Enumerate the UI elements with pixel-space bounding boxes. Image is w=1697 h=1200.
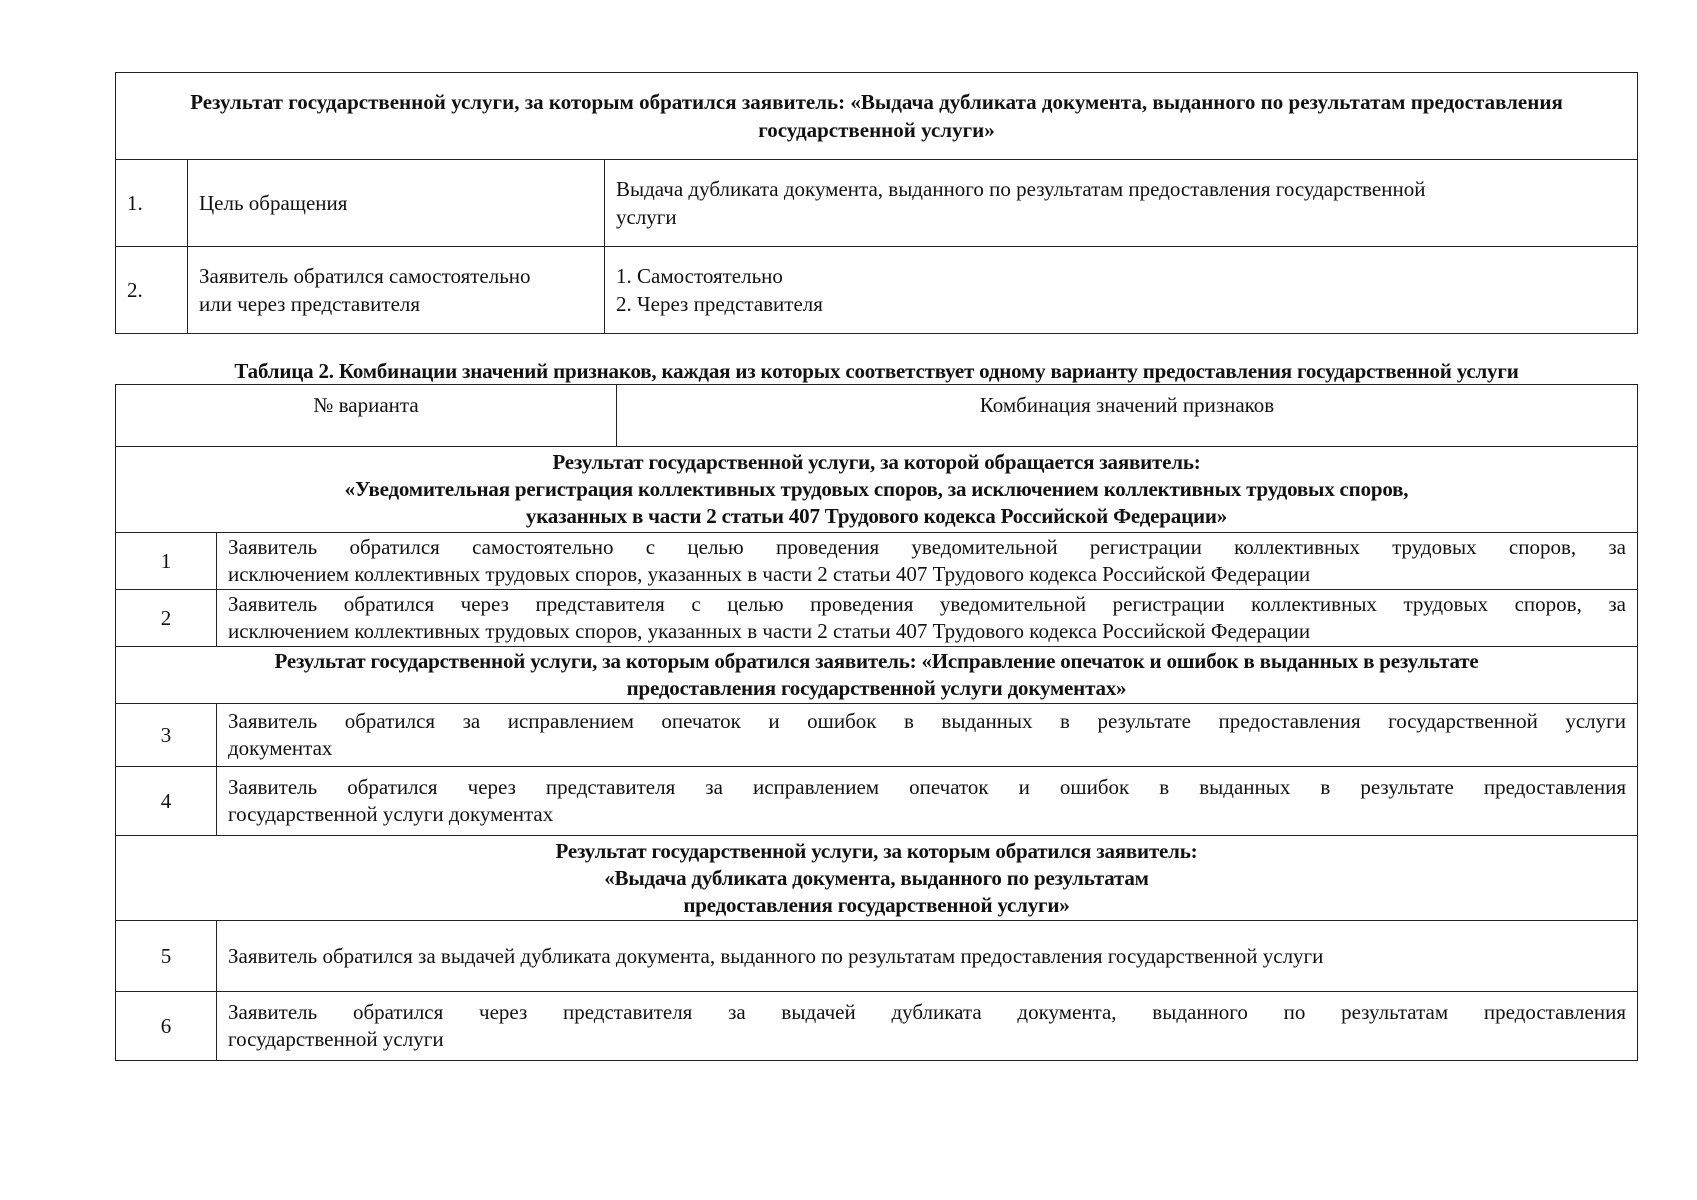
variant-number: 3 (116, 704, 217, 767)
section-title-line: «Выдача дубликата документа, выданного по результатам (604, 865, 1149, 890)
table-row (116, 767, 1638, 836)
section-title-line: Результат государственной услуги, за которым обратился заявитель: «Исправление опечаток и ошибок в выданных в результате (274, 649, 1479, 673)
table-row (116, 992, 1638, 1061)
section-header-row (116, 836, 1638, 921)
row-label-line: Цель обращения (199, 191, 348, 215)
variant-text (217, 704, 1638, 767)
row-label (188, 247, 605, 334)
variant-number: 5 (116, 921, 217, 992)
variant-text-line: Заявитель обратился через представителя за выдачей дубликата документа, выданного по результатам предоставления (228, 1000, 1626, 1024)
section-title-line: «Уведомительная регистрация коллективных трудовых споров, за исключением коллективных трудовых споров, (344, 477, 1409, 501)
section-title-line: Результат государственной услуги, за которым обратился заявитель: (555, 838, 1198, 863)
result-table-duplicate (115, 72, 1638, 334)
variant-text (217, 767, 1638, 836)
row-value (605, 247, 1638, 334)
table2-column-headers (116, 385, 1638, 447)
variant-text-line: Заявитель обратился за исправлением опечаток и ошибок в выданных в результате предоставления государственной услуги (228, 709, 1626, 733)
row-label (188, 160, 605, 247)
variant-text (217, 992, 1638, 1061)
row-label-line: Заявитель обратился самостоятельно (199, 264, 531, 288)
row-value-line: 1. Самостоятельно (616, 264, 783, 288)
variant-text-line: Заявитель обратился самостоятельно с целью проведения уведомительной регистрации коллективных трудовых споров, за (228, 535, 1626, 559)
row-number: 2. (116, 247, 188, 334)
table2-caption: Таблица 2. Комбинации значений признаков, каждая из которых соответствует одному варианту предоставления государственной услуги (234, 359, 1519, 383)
variant-text-line: государственной услуги (228, 1027, 444, 1051)
variant-text-line: исключением коллективных трудовых споров, указанных в части 2 статьи 407 Трудового кодекса Российской Федерации (228, 562, 1311, 586)
table1-header-line: Результат государственной услуги, за которым обратился заявитель: «Выдача дубликата документа, выданного по результатам предоставления (190, 90, 1563, 114)
section-title (116, 647, 1638, 704)
section-title-line: Результат государственной услуги, за которой обращается заявитель: (552, 450, 1201, 474)
variant-number: 1 (116, 533, 217, 590)
row-value-line: Выдача дубликата документа, выданного по результатам предоставления государственной (616, 177, 1426, 201)
table1-header-line: государственной услуги» (758, 118, 995, 142)
variant-text-line: государственной услуги документах (228, 802, 554, 826)
variants-table (115, 384, 1638, 1061)
section-header-row (116, 447, 1638, 533)
variant-number: 2 (116, 590, 217, 647)
section-title (116, 836, 1638, 921)
variant-number: 4 (116, 767, 217, 836)
section-title-line: предоставления государственной услуги документах» (626, 676, 1127, 700)
variant-text-line: Заявитель обратился через представителя с целью проведения уведомительной регистрации коллективных трудовых споров, за (228, 592, 1626, 616)
column-header-combination: Комбинация значений признаков (617, 385, 1638, 447)
row-value-line: 2. Через представителя (616, 292, 823, 316)
variant-text-line: Заявитель обратился через представителя за исправлением опечаток и ошибок в выданных в результате предоставления (228, 775, 1626, 799)
section-title (116, 447, 1638, 533)
column-header-variant: № варианта (116, 385, 617, 447)
variant-text (217, 921, 1638, 992)
table-row (116, 590, 1638, 647)
table1-header (116, 73, 1638, 160)
row-number: 1. (116, 160, 188, 247)
row-value (605, 160, 1638, 247)
variant-text-line: исключением коллективных трудовых споров, указанных в части 2 статьи 407 Трудового кодекса Российской Федерации (228, 619, 1311, 643)
row-label-line: или через представителя (199, 292, 421, 316)
section-title-line: предоставления государственной услуги» (683, 892, 1070, 917)
variant-text-line: Заявитель обратился за выдачей дубликата документа, выданного по результатам предоставления государственной услуги (228, 943, 1324, 968)
variant-text-line: документах (228, 736, 333, 760)
table-row (116, 160, 1638, 247)
table-row (116, 247, 1638, 334)
section-header-row (116, 647, 1638, 704)
variant-text (217, 533, 1638, 590)
variant-number: 6 (116, 992, 217, 1061)
variant-text (217, 590, 1638, 647)
row-value-line: услуги (616, 205, 677, 229)
table-row (116, 921, 1638, 992)
section-title-line: указанных в части 2 статьи 407 Трудового кодекса Российской Федерации» (525, 504, 1228, 528)
table-row (116, 533, 1638, 590)
table-row (116, 704, 1638, 767)
